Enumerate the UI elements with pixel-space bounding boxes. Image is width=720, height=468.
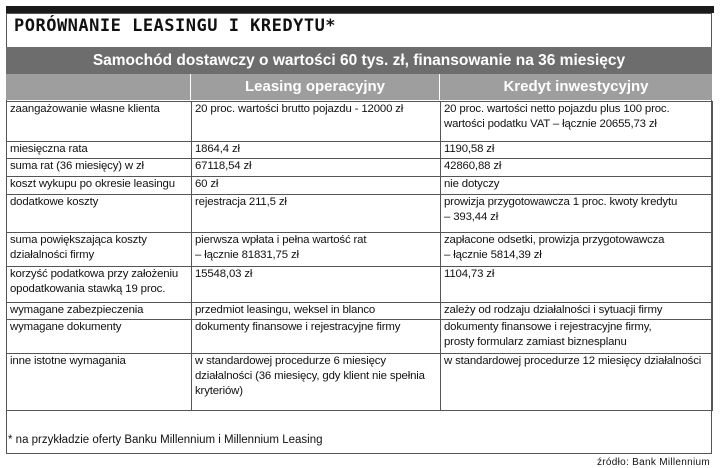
table-row xyxy=(7,142,713,159)
cell-leasing: pierwsza wpłata i pełna wartość rat – łącznie 81831,75 zł xyxy=(192,233,441,267)
cell-leasing: dokumenty finansowe i rejestracyjne firmy xyxy=(192,320,441,354)
cell-leasing: w standardowej procedurze 6 miesięcy działalności (36 miesięcy, gdy klient nie spełnia kryteriów) xyxy=(192,354,441,411)
cell-kredyt: dokumenty finansowe i rejestracyjne firmy, prosty formularz zamiast biznesplanu xyxy=(441,320,713,354)
row-label: wymagane zabezpieczenia xyxy=(7,303,192,320)
row-label: suma powiększająca koszty działalności firmy xyxy=(7,233,192,267)
cell-leasing: przedmiot leasingu, weksel in blanco xyxy=(192,303,441,320)
cell-leasing: 60 zł xyxy=(192,177,441,195)
table-row xyxy=(7,303,713,320)
column-header-kredyt: Kredyt inwestycyjny xyxy=(440,74,712,100)
row-label: zaangażowanie własne klienta xyxy=(7,102,192,142)
row-label: inne istotne wymagania xyxy=(7,354,192,411)
cell-kredyt: prowizja przygotowawcza 1 proc. kwoty kredytu – 393,44 zł xyxy=(441,195,713,233)
cell-kredyt: 1104,73 zł xyxy=(441,267,713,303)
source-note: źródło: Bank Millennium xyxy=(596,457,710,468)
row-label: miesięczna rata xyxy=(7,142,192,159)
page-title: PORÓWNANIE LEASINGU I KREDYTU* xyxy=(14,16,337,36)
row-label: wymagane dokumenty xyxy=(7,320,192,354)
cell-leasing: 1864,4 zł xyxy=(192,142,441,159)
cell-leasing: 67118,54 zł xyxy=(192,159,441,177)
cell-kredyt: 20 proc. wartości netto pojazdu plus 100 proc. wartości podatku VAT – łącznie 20655,73 zł xyxy=(441,102,713,142)
cell-leasing: 15548,03 zł xyxy=(192,267,441,303)
cell-kredyt: zapłacone odsetki, prowizja przygotowawcza – łącznie 5814,39 zł xyxy=(441,233,713,267)
header-blank xyxy=(6,74,190,100)
table-row xyxy=(7,233,713,267)
cell-kredyt: zależy od rodzaju działalności i sytuacji firmy xyxy=(441,303,713,320)
table-row xyxy=(7,102,713,142)
cell-leasing: rejestracja 211,5 zł xyxy=(192,195,441,233)
table-row xyxy=(7,320,713,354)
cell-kredyt: 1190,58 zł xyxy=(441,142,713,159)
table-row xyxy=(7,177,713,195)
top-rule xyxy=(6,6,714,13)
cell-leasing: 20 proc. wartości brutto pojazdu - 12000 zł xyxy=(192,102,441,142)
cell-kredyt: w standardowej procedurze 12 miesięcy działalności xyxy=(441,354,713,411)
row-label: korzyść podatkowa przy założeniu opodatkowania stawką 19 proc. xyxy=(7,267,192,303)
table-row xyxy=(7,354,713,411)
row-label: suma rat (36 miesięcy) w zł xyxy=(7,159,192,177)
cell-kredyt: nie dotyczy xyxy=(441,177,713,195)
row-label: dodatkowe koszty xyxy=(7,195,192,233)
row-label: koszt wykupu po okresie leasingu xyxy=(7,177,192,195)
comparison-table xyxy=(6,101,713,411)
table-row xyxy=(7,267,713,303)
column-header-leasing: Leasing operacyjny xyxy=(191,74,439,100)
cell-kredyt: 42860,88 zł xyxy=(441,159,713,177)
table-row xyxy=(7,195,713,233)
footnote: * na przykładzie oferty Banku Millennium i Millennium Leasing xyxy=(8,434,323,446)
subtitle-bar: Samochód dostawczy o wartości 60 tys. zł, finansowanie na 36 miesięcy xyxy=(6,47,712,74)
table-row xyxy=(7,159,713,177)
